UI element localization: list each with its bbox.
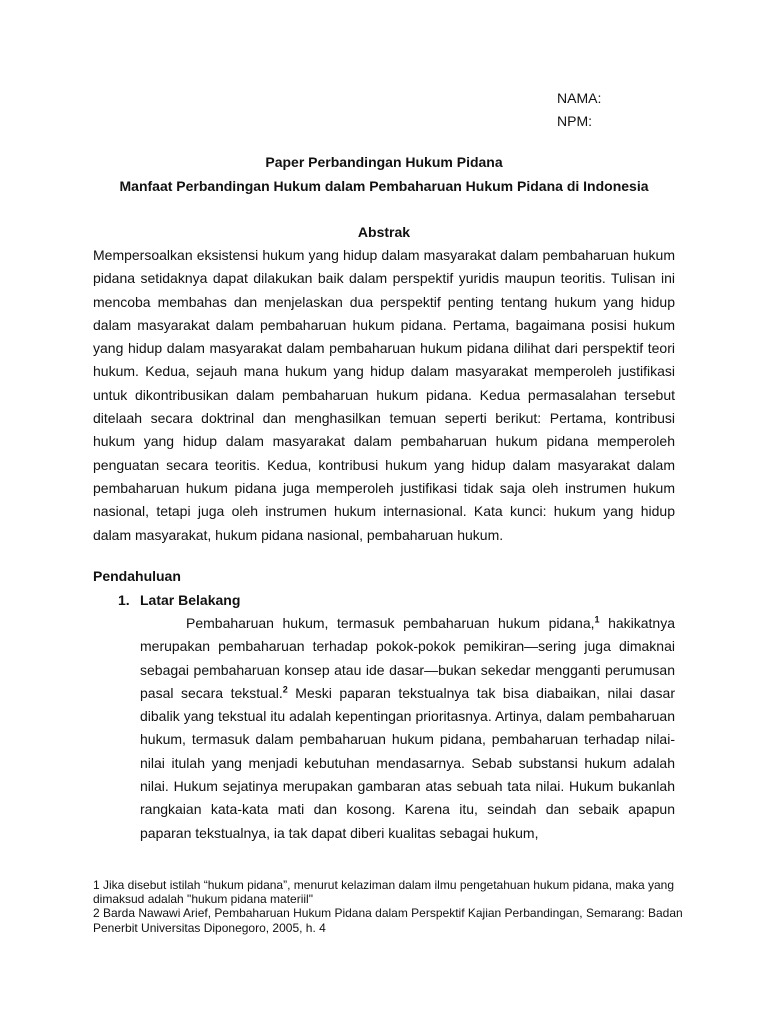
npm-label: NPM: — [557, 113, 592, 129]
nama-label: NAMA: — [557, 90, 602, 106]
abstract-heading: Abstrak — [357, 224, 411, 240]
paragraph-text-2: hakikatnya merupakan pembaharuan terhadap pokok-pokok pemikiran—sering juga dimaknai sebagai pembaharuan konsep atau ide dasar—bukan sekedar mengganti perumusan pasal secara tekstual. — [140, 615, 676, 701]
paper-title: Paper Perbandingan Hukum Pidana — [265, 154, 503, 170]
student-identity — [557, 87, 601, 133]
footnote-reference-1[interactable]: 1 — [594, 614, 600, 625]
footnote-1: 1 Jika disebut istilah “hukum pidana”, menurut kelaziman dalam ilmu pengetahuan hukum pidana, maka yang dimaksud adalah "hukum pidana materiil" — [93, 878, 674, 907]
paper-subtitle: Manfaat Perbandingan Hukum dalam Pembaharuan Hukum Pidana di Indonesia — [119, 178, 649, 194]
paragraph-text-1: Pembaharuan hukum, termasuk pembaharuan hukum pidana, — [186, 615, 595, 631]
body-paragraph — [140, 612, 675, 845]
subsection-heading — [118, 592, 240, 608]
subsection-number: 1. — [118, 592, 130, 608]
abstract-text: Mempersoalkan eksistensi hukum yang hidup dalam masyarakat dalam pembaharuan hukum pidana setidaknya dapat dilakukan baik dalam perspektif yuridis maupun teoritis. Tulisan ini mencoba membahas dan menjelaskan dua perspektif penting tentang hukum yang hidup dalam masyarakat dalam pembaharuan hukum pidana. Pertama, bagaimana posisi hukum yang hidup dalam masyarakat dalam pembaharuan hukum pidana dilihat dari perspektif teori hukum. Kedua, sejauh mana hukum yang hidup dalam masyarakat memperoleh justifikasi untuk dikontribusikan dalam pembaharuan hukum pidana. Kedua permasalahan tersebut ditelaah secara doktrinal dan menghasilkan temuan seperti berikut: Pertama, kontribusi hukum yang hidup dalam masyarakat dalam pembaharuan hukum pidana memperoleh penguatan secara teoritis. Kedua, kontribusi hukum yang hidup dalam masyarakat dalam pembaharuan hukum pidana juga memperoleh justifikasi tidak saja oleh instrumen hukum nasional, tetapi juga oleh instrumen hukum internasional. Kata kunci: hukum yang hidup dalam masyarakat, hukum pidana nasional, pembaharuan hukum. — [93, 247, 675, 543]
footnotes — [93, 878, 693, 935]
subsection-title: Latar Belakang — [140, 592, 241, 608]
section-heading: Pendahuluan — [93, 568, 181, 584]
footnote-reference-2[interactable]: 2 — [282, 684, 288, 695]
paragraph-text-3: Meski paparan tekstualnya tak bisa diabaikan, nilai dasar dibalik yang tekstual itu adalah kepentingan prioritasnya. Artinya, dalam pembaharuan hukum, termasuk dalam pembaharuan hukum pidana, pembaharuan terhadap nilai-nilai itulah yang menjadi kebutuhan mendasarnya. Sebab substansi hukum adalah nilai. Hukum sejatinya merupakan gambaran atas sebuah tata nilai. Hukum bukanlah rangkaian kata-kata mati dan kosong. Karena itu, seindah dan sebaik apapun paparan tekstualnya, ia tak dapat diberi kualitas sebagai hukum, — [140, 684, 676, 841]
footnote-2: 2 Barda Nawawi Arief, Pembaharuan Hukum Pidana dalam Perspektif Kajian Perbandingan, Semarang: Badan Penerbit Universitas Diponegoro, 2005, h. 4 — [93, 906, 683, 935]
